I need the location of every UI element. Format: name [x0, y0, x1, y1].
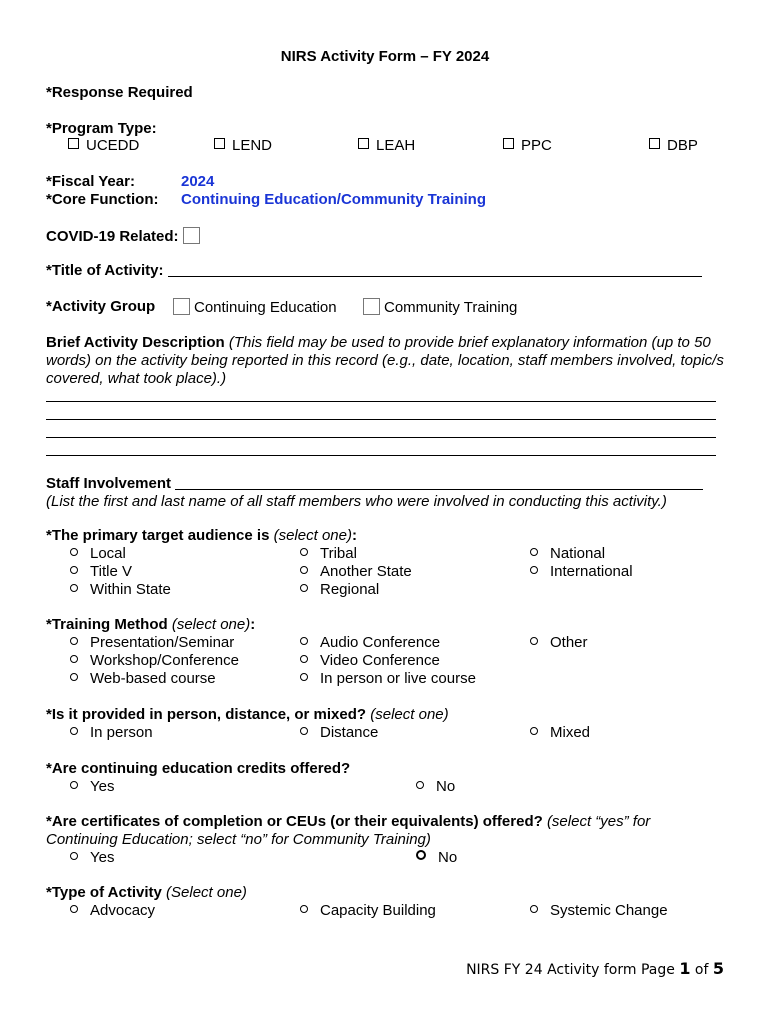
delivery-option-mixed[interactable]: Mixed [530, 724, 590, 741]
checkbox-icon [68, 138, 79, 149]
delivery-option-distance[interactable]: Distance [300, 724, 378, 741]
activity-type-advocacy[interactable]: Advocacy [70, 902, 155, 919]
method-option-workshop[interactable]: Workshop/Conference [70, 652, 239, 669]
program-type-ucedd[interactable]: UCEDD [68, 137, 139, 154]
activity-type-capacity-building[interactable]: Capacity Building [300, 902, 436, 919]
certificates-heading: *Are certificates of completion or CEUs (or their equivalents) offered? (select “yes” for Continuing Education; select “no” for Community Training) [46, 813, 651, 848]
radio-icon [70, 584, 78, 592]
method-option-other[interactable]: Other [530, 634, 588, 651]
checkbox-icon [214, 138, 225, 149]
brief-description-heading: Brief Activity Description (This field may be used to provide brief explanatory information (up to 50 words) on the activity being reported in this record (e.g., date, location, staff members involved, topic/s covered, what took place).) [46, 334, 724, 387]
ce-credits-no[interactable]: No [416, 778, 455, 795]
activity-group-continuing-education[interactable]: Continuing Education [173, 298, 337, 316]
staff-involvement-note: (List the first and last name of all staff members who were involved in conducting this activity.) [46, 493, 667, 510]
radio-icon [70, 655, 78, 663]
activity-group-community-training[interactable]: Community Training [363, 298, 517, 316]
radio-icon [300, 655, 308, 663]
ce-credits-heading: *Are continuing education credits offered? [46, 760, 351, 777]
radio-icon [530, 637, 538, 645]
page-footer: NIRS FY 24 Activity form Page 1 of 5 [466, 959, 724, 978]
audience-option-national[interactable]: National [530, 545, 605, 562]
program-type-ppc[interactable]: PPC [503, 137, 552, 154]
radio-icon [300, 548, 308, 556]
staff-involvement-input[interactable] [175, 489, 703, 490]
method-option-audio-conference[interactable]: Audio Conference [300, 634, 440, 651]
audience-option-international[interactable]: International [530, 563, 633, 580]
radio-icon [530, 905, 538, 913]
radio-icon [70, 727, 78, 735]
audience-option-tribal[interactable]: Tribal [300, 545, 357, 562]
page-title: NIRS Activity Form – FY 2024 [280, 48, 490, 65]
method-option-in-person[interactable]: In person or live course [300, 670, 476, 687]
radio-icon [70, 852, 78, 860]
fiscal-year-value[interactable]: 2024 [181, 173, 215, 190]
program-type-dbp[interactable]: DBP [649, 137, 698, 154]
covid-checkbox[interactable] [183, 227, 200, 244]
checkbox-icon [363, 298, 380, 315]
title-of-activity-input[interactable] [168, 276, 702, 277]
core-function-value[interactable]: Continuing Education/Community Training [181, 191, 486, 208]
radio-icon [300, 673, 308, 681]
radio-icon [416, 781, 424, 789]
radio-icon [416, 850, 426, 860]
audience-option-title-v[interactable]: Title V [70, 563, 132, 580]
description-line[interactable] [46, 455, 716, 456]
radio-icon [300, 637, 308, 645]
radio-icon [70, 905, 78, 913]
audience-option-within-state[interactable]: Within State [70, 581, 171, 598]
title-of-activity-field: *Title of Activity: [46, 262, 702, 279]
radio-icon [300, 566, 308, 574]
checkbox-icon [358, 138, 369, 149]
delivery-option-in-person[interactable]: In person [70, 724, 153, 741]
staff-involvement-field: Staff Involvement [46, 475, 703, 492]
covid-related-field: COVID-19 Related: [46, 227, 204, 245]
radio-icon [300, 727, 308, 735]
type-of-activity-heading: *Type of Activity (Select one) [46, 884, 247, 901]
description-line[interactable] [46, 437, 716, 438]
method-option-web-based[interactable]: Web-based course [70, 670, 216, 687]
radio-icon [70, 548, 78, 556]
target-audience-heading: *The primary target audience is (select one): [46, 527, 357, 544]
response-required-note: *Response Required [46, 84, 193, 101]
radio-icon [530, 727, 538, 735]
fiscal-year-label: *Fiscal Year: [46, 173, 135, 190]
program-type-lend[interactable]: LEND [214, 137, 272, 154]
description-line[interactable] [46, 419, 716, 420]
radio-icon [70, 781, 78, 789]
checkbox-icon [649, 138, 660, 149]
audience-option-another-state[interactable]: Another State [300, 563, 412, 580]
description-line[interactable] [46, 401, 716, 402]
certificates-no[interactable]: No [416, 849, 457, 866]
ce-credits-yes[interactable]: Yes [70, 778, 114, 795]
core-function-label: *Core Function: [46, 191, 159, 208]
checkbox-icon [503, 138, 514, 149]
radio-icon [300, 584, 308, 592]
checkbox-icon [173, 298, 190, 315]
program-type-label: *Program Type: [46, 120, 157, 137]
method-option-video-conference[interactable]: Video Conference [300, 652, 440, 669]
radio-icon [300, 905, 308, 913]
training-method-heading: *Training Method (select one): [46, 616, 256, 633]
radio-icon [530, 566, 538, 574]
radio-icon [530, 548, 538, 556]
audience-option-local[interactable]: Local [70, 545, 126, 562]
radio-icon [70, 566, 78, 574]
radio-icon [70, 673, 78, 681]
radio-icon [70, 637, 78, 645]
certificates-yes[interactable]: Yes [70, 849, 114, 866]
audience-option-regional[interactable]: Regional [300, 581, 379, 598]
activity-type-systemic-change[interactable]: Systemic Change [530, 902, 668, 919]
delivery-heading: *Is it provided in person, distance, or mixed? (select one) [46, 706, 449, 723]
activity-group-label: *Activity Group [46, 298, 156, 315]
program-type-leah[interactable]: LEAH [358, 137, 415, 154]
method-option-presentation[interactable]: Presentation/Seminar [70, 634, 234, 651]
